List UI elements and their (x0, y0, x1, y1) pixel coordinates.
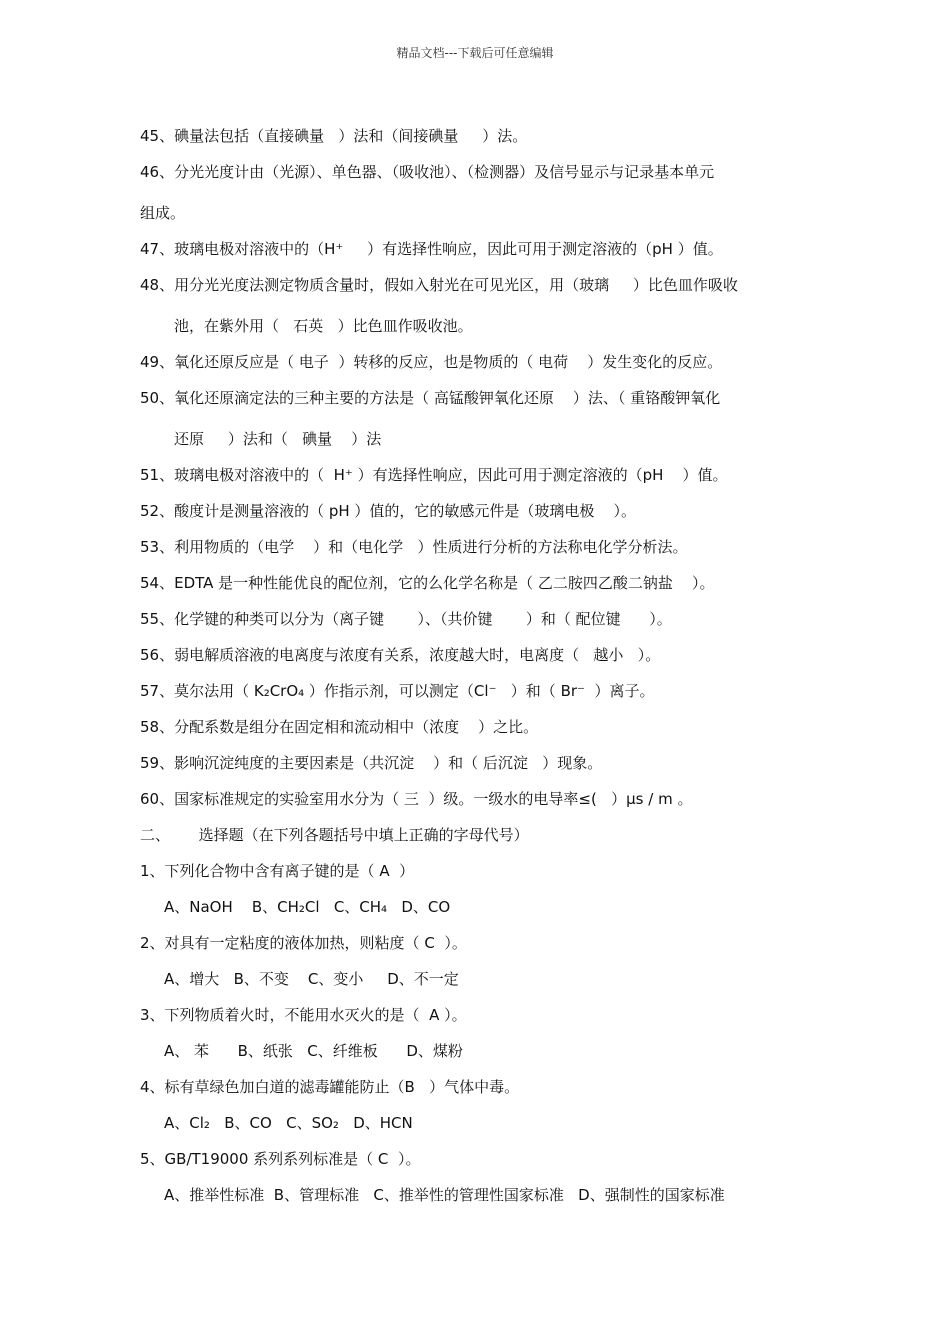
question-50-line1: 50、氧化还原滴定法的三种主要的方法是（ 高锰酸钾氧化还原 ）法、（ 重铬酸钾氧化 (140, 389, 721, 407)
question-46-line1: 46、分光光度计由（光源）、单色器、（吸收池）、（检测器）及信号显示与记录基本单元 (140, 163, 715, 181)
question-52: 52、酸度计是测量溶液的（ pH ）值的，它的敏感元件是（玻璃电极 ）。 (140, 502, 636, 520)
choice-question-3: 3、下列物质着火时，不能用水灭火的是（ A ）。 (140, 1006, 467, 1024)
question-48-line2: 池，在紫外用（ 石英 ）比色皿作吸收池。 (174, 317, 473, 335)
choice-question-1: 1、下列化合物中含有离子键的是（ A ） (140, 862, 415, 880)
question-56: 56、弱电解质溶液的电离度与浓度有关系，浓度越大时，电离度（ 越小 ）。 (140, 646, 661, 664)
question-58: 58、分配系数是组分在固定相和流动相中（浓度 ）之比。 (140, 718, 539, 736)
question-50-line2: 还原 ）法和（ 碘量 ）法 (174, 430, 382, 448)
question-54: 54、EDTA 是一种性能优良的配位剂，它的么化学名称是（ 乙二胺四乙酸二钠盐 ）。 (140, 574, 715, 592)
question-51: 51、玻璃电极对溶液中的（ H⁺ ）有选择性响应，因此可用于测定溶液的（pH ）值。 (140, 466, 728, 484)
question-45: 45、碘量法包括（直接碘量 ）法和（间接碘量 ）法。 (140, 127, 528, 145)
choice-options-3: A、 苯 B、纸张 C、纤维板 D、煤粉 (164, 1042, 463, 1060)
question-53: 53、利用物质的（电学 ）和（电化学 ）性质进行分析的方法称电化学分析法。 (140, 538, 688, 556)
choice-question-2: 2、对具有一定粘度的液体加热，则粘度（ C ）。 (140, 934, 467, 952)
question-60: 60、国家标准规定的实验室用水分为（ 三 ）级。一级水的电导率≤( ）μs / m 。 (140, 790, 693, 808)
section-title-choice: 二、 选择题（在下列各题括号中填上正确的字母代号） (140, 826, 529, 844)
page-header: 精品文档---下载后可任意编辑 (396, 46, 554, 60)
choice-question-5: 5、GB/T19000 系列系列标准是（ C ）。 (140, 1150, 421, 1168)
choice-options-4: A、Cl₂ B、CO C、SO₂ D、HCN (164, 1114, 413, 1132)
question-57: 57、莫尔法用（ K₂CrO₄ ）作指示剂，可以测定（Cl⁻ ）和（ Br⁻ ）离子。 (140, 682, 655, 700)
question-55: 55、化学键的种类可以分为（离子键 ）、（共价键 ）和（ 配位键 ）。 (140, 610, 672, 628)
question-49: 49、氧化还原反应是（ 电子 ）转移的反应，也是物质的（ 电荷 ）发生变化的反应。 (140, 353, 723, 371)
choice-options-2: A、增大 B、不变 C、变小 D、不一定 (164, 970, 459, 988)
question-48-line1: 48、用分光光度法测定物质含量时，假如入射光在可见光区，用（玻璃 ）比色皿作吸收 (140, 276, 738, 294)
question-47: 47、玻璃电极对溶液中的（H⁺ ）有选择性响应，因此可用于测定溶液的（pH ）值。 (140, 240, 723, 258)
question-59: 59、影响沉淀纯度的主要因素是（共沉淀 ）和（ 后沉淀 ）现象。 (140, 754, 603, 772)
choice-question-4: 4、标有草绿色加白道的滤毒罐能防止（B ）气体中毒。 (140, 1078, 520, 1096)
choice-options-5: A、推举性标准 B、管理标准 C、推举性的管理性国家标准 D、强制性的国家标准 (164, 1186, 725, 1204)
choice-options-1: A、NaOH B、CH₂Cl C、CH₄ D、CO (164, 898, 451, 916)
question-46-line2: 组成。 (140, 204, 186, 222)
